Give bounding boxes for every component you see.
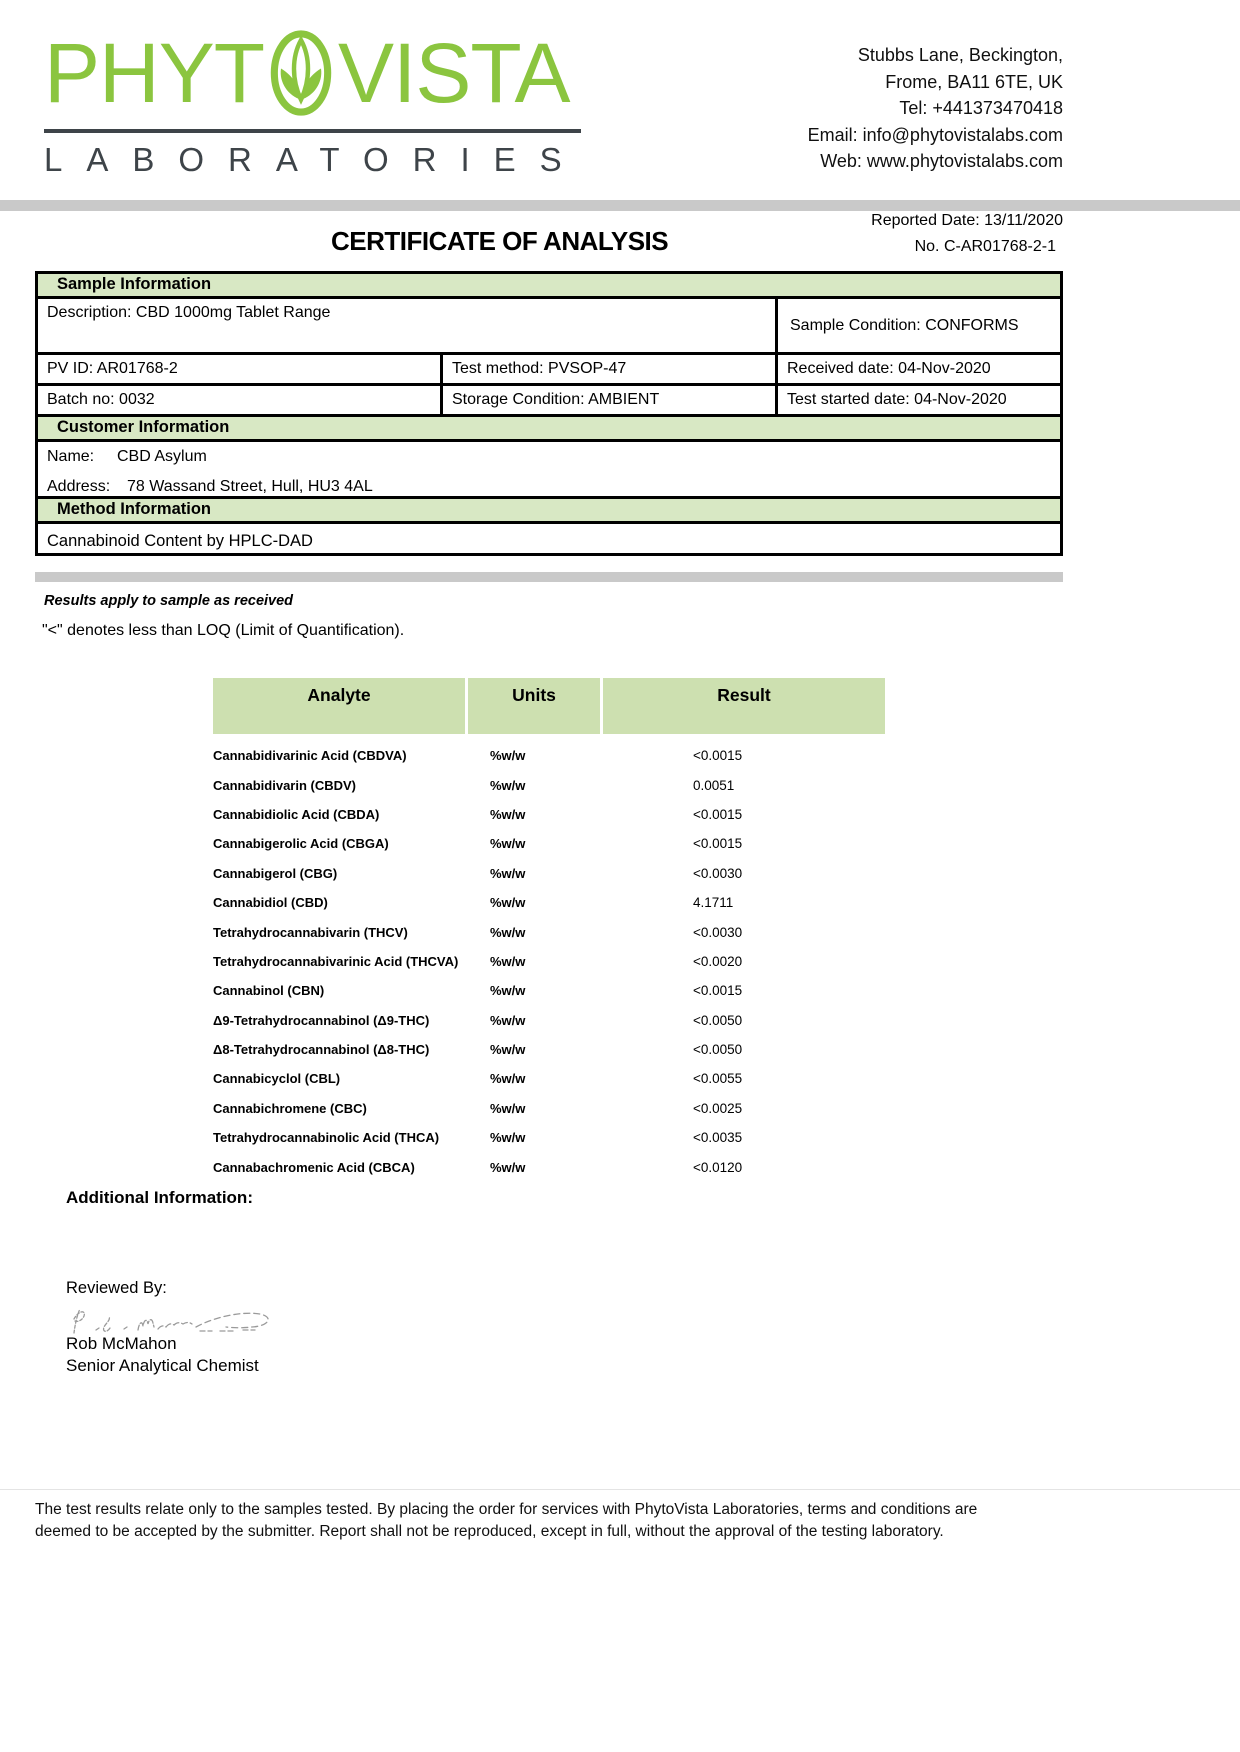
analyte-units: %w/w [490,1071,526,1087]
analyte-units: %w/w [490,983,526,999]
sample-description: Description: CBD 1000mg Tablet Range [47,304,331,321]
table-row [213,1152,885,1181]
page-title: CERTIFICATE OF ANALYSIS [331,226,669,256]
footer-disclaimer [35,1499,1205,1542]
analyte-units: %w/w [490,865,526,881]
analyte-units: %w/w [490,748,526,764]
section-header-customer-information: Customer Information [38,414,1060,439]
analyte-units: %w/w [490,836,526,852]
column-header-result: Result [603,678,885,734]
customer-details [38,442,1060,496]
analyte-name: Cannabachromenic Acid (CBCA) [213,1159,415,1175]
analyte-result: <0.0035 [693,1130,743,1146]
analyte-name: Cannabinol (CBN) [213,983,325,999]
analyte-result: <0.0015 [693,806,743,822]
analyte-result: <0.0025 [693,1100,743,1116]
analyte-name: Tetrahydrocannabivarin (THCV) [213,924,408,940]
results-table-header [213,678,885,734]
lab-contact-block [808,42,1063,175]
analyte-units: %w/w [490,924,526,940]
table-row [213,800,885,829]
customer-address-label: Address: [47,478,111,495]
section-header-method-information: Method Information [38,496,1060,521]
analyte-name: Cannabigerol (CBG) [213,865,338,881]
contact-line: Frome, BA11 6TE, UK [885,71,1063,92]
analyte-units: %w/w [490,1100,526,1116]
analyte-units: %w/w [490,953,526,969]
analyte-name: Cannabigerolic Acid (CBGA) [213,836,389,852]
table-row [213,770,885,799]
table-row [213,741,885,770]
analyte-name: Tetrahydrocannabivarinic Acid (THCVA) [213,953,459,969]
additional-information-label: Additional Information: [66,1188,253,1207]
analyte-units: %w/w [490,895,526,911]
report-number: No. C-AR01768-2-1 [914,238,1056,255]
batch-no: Batch no: 0032 [47,391,155,408]
analyte-result: <0.0020 [693,953,743,969]
table-row [213,976,885,1005]
analyte-units: %w/w [490,1042,526,1058]
analyte-result: <0.0050 [693,1042,743,1058]
method-description: Cannabinoid Content by HPLC-DAD [47,532,313,550]
analyte-name: Δ9-Tetrahydrocannabinol (Δ9-THC) [213,1012,430,1028]
logo-divider [44,129,581,133]
analyte-units: %w/w [490,1159,526,1175]
analyte-name: Cannabichromene (CBC) [213,1100,367,1116]
analyte-name: Δ8-Tetrahydrocannabinol (Δ8-THC) [213,1042,430,1058]
reported-date: Reported Date: 13/11/2020 [871,212,1063,229]
logo-wordmark [44,26,586,120]
section-divider-band [35,572,1063,582]
test-started-date: Test started date: 04-Nov-2020 [775,386,1060,414]
footer-line-2: deemed to be accepted by the submitter. Report shall not be reproduced, except in full, without the approval of the testing laboratory. [35,1522,944,1540]
analyte-result: <0.0120 [693,1159,743,1175]
logo-text-left: PHYT [44,26,265,120]
table-row [213,1006,885,1035]
analyte-result: <0.0050 [693,1012,743,1028]
table-row [213,859,885,888]
analyte-result: <0.0015 [693,748,743,764]
results-apply-note: Results apply to sample as received [44,593,294,609]
table-row [213,1094,885,1123]
contact-line: Stubbs Lane, Beckington, [857,45,1063,65]
test-method: Test method: PVSOP-47 [440,355,775,383]
footer-line-1: The test results relate only to the samples tested. By placing the order for services with PhytoVista Laboratories, terms and conditions are [35,1501,978,1518]
table-row [213,1035,885,1064]
results-table [213,678,885,1182]
analyte-name: Cannabicyclol (CBL) [213,1071,341,1087]
analyte-units: %w/w [490,777,526,793]
sample-batch-row [38,383,1060,414]
analyte-name: Cannabidivarinic Acid (CBDVA) [213,748,407,764]
customer-address-value: 78 Wassand Street, Hull, HU3 4AL [127,478,373,495]
column-header-units: Units [468,678,603,734]
analyte-name: Tetrahydrocannabinolic Acid (THCA) [213,1130,440,1146]
section-header-sample-information: Sample Information [38,274,1060,296]
customer-name-line [47,448,1052,466]
table-row [213,917,885,946]
sample-condition: Sample Condition: CONFORMS [775,299,1060,352]
pv-id: PV ID: AR01768-2 [47,360,178,377]
table-row [213,947,885,976]
customer-row [38,439,1060,496]
contact-line: Web: www.phytovistalabs.com [820,151,1063,171]
table-row [213,888,885,917]
analyte-name: Cannabidiol (CBD) [213,895,328,911]
analyte-result: <0.0055 [693,1071,743,1087]
loq-note: "<" denotes less than LOQ (Limit of Quantification). [42,622,405,639]
analyte-name: Cannabidivarin (CBDV) [213,777,357,793]
received-date: Received date: 04-Nov-2020 [775,355,1060,383]
analyte-result: 0.0051 [693,777,735,793]
leaf-icon [269,26,333,120]
info-table [35,271,1063,556]
analyte-result: <0.0015 [693,836,743,852]
customer-name-label: Name: [47,448,95,465]
customer-address-line [47,478,1052,496]
results-table-body [213,741,885,1182]
analyte-result: <0.0030 [693,924,743,940]
contact-line: Email: info@phytovistalabs.com [807,124,1063,145]
contact-line: Tel: +441373470418 [899,98,1063,118]
table-row [213,1123,885,1152]
analyte-result: <0.0030 [693,865,743,881]
logo-text-right: VISTA [338,26,570,120]
reviewed-by-label: Reviewed By: [66,1279,167,1297]
analyte-result: <0.0015 [693,983,743,999]
logo-subtitle: LABORATORIES [44,141,586,178]
sample-ids-row [38,352,1060,383]
storage-condition: Storage Condition: AMBIENT [440,386,775,414]
reviewer-name: Rob McMahon [66,1334,177,1353]
method-row [38,521,1060,553]
analyte-result: 4.1711 [693,895,734,911]
header-divider-band [0,200,1240,211]
analyte-units: %w/w [490,1130,526,1146]
analyte-units: %w/w [490,806,526,822]
column-header-analyte: Analyte [213,678,468,734]
analyte-name: Cannabidiolic Acid (CBDA) [213,806,380,822]
footer-divider [0,1489,1240,1490]
table-row [213,1064,885,1093]
analyte-units: %w/w [490,1012,526,1028]
table-row [213,829,885,858]
sample-description-row [38,296,1060,352]
customer-name-value: CBD Asylum [117,448,207,465]
phytovista-logo [44,26,586,179]
reviewer-title: Senior Analytical Chemist [66,1356,259,1375]
